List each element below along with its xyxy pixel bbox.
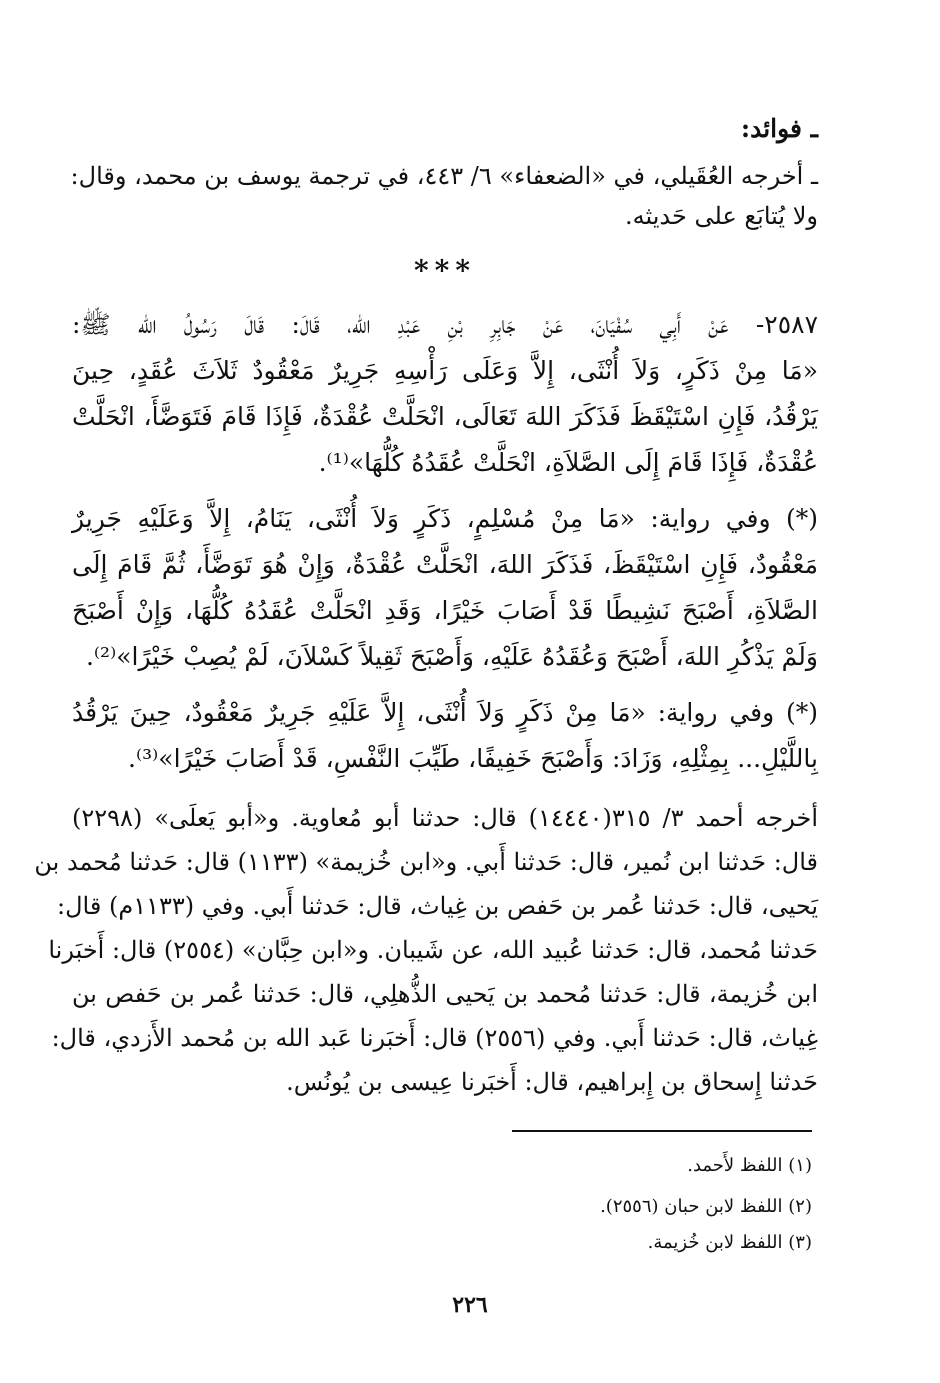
text-line: ـ أخرجه العُقَيلي، في «الضعفاء» ٦/ ٤٤٣، في ترجمة يوسف بن محمد، وقال:	[70, 162, 818, 190]
text-line: وَلَمْ يَذْكُرِ اللهَ، أَصْبَحَ وَعُقَدُهُ عَلَيْهِ، وَأَصْبَحَ ثَقِيلاً كَسْلاَنَ، لَمْ يُصِبْ خَيْرًا»⁽²⁾.	[85, 642, 818, 671]
section-heading	[72, 112, 818, 146]
text-line: أخرجه أحمد ٣/ ٣١٥(١٤٤٤٠) قال: حدثنا أبو مُعاوية. و«أبو يَعلَى» (٢٢٩٨)	[72, 804, 818, 832]
text-line: عُقْدَةٌ، فَإِذَا قَامَ إِلَى الصَّلاَةِ، انْحَلَّتْ عُقَدُهُ كُلُّهَا»⁽¹⁾.	[318, 448, 818, 477]
section-separator	[72, 254, 818, 288]
footnote: (١) اللفظ لأَحمد.	[687, 1155, 812, 1176]
riwaya-one	[72, 496, 818, 680]
heading-text: ـ فوائد:	[740, 114, 818, 143]
text-line: يَرْقُدُ، فَإِنِ اسْتَيْقَظَ فَذَكَرَ اللهَ تَعَالَى، انْحَلَّتْ عُقْدَةٌ، فَإِذَا قَامَ فَتَوَضَّأَ، انْحَلَّتْ	[72, 402, 818, 431]
text-line: حَدثنا مُحمد، قال: حَدثنا عُبيد الله، عن شَيبان. و«ابن حِبَّان» (٢٥٥٤) قال: أَخبَرنا	[48, 936, 818, 964]
text-line: (*) وفي رواية: «مَا مِنْ ذَكَرٍ وَلاَ أُنْثَى، إِلاَّ عَلَيْهِ جَرِيرٌ مَعْقُودٌ، حِينَ يَرْقُدُ	[72, 698, 819, 727]
hadith-text	[72, 302, 818, 486]
takhrij-paragraph	[34, 796, 818, 1104]
intro-paragraph	[72, 156, 818, 236]
text-line: مَعْقُودٌ، فَإِنِ اسْتَيْقَظَ، فَذَكَرَ اللهَ، انْحَلَّتْ عُقْدَةٌ، وَإِنْ هُوَ تَوَضَّأَ، ثُمَّ قَامَ إِلَى	[72, 550, 818, 579]
text-line: يَحيى، قال: حَدثنا عُمر بن حَفص بن غِياث، قال: حَدثنا أَبي. وفي (١١٣٣م) قال:	[57, 892, 818, 920]
riwaya-two	[72, 690, 818, 782]
text-line: (*) وفي رواية: «مَا مِنْ مُسْلِمٍ، ذَكَرٍ وَلاَ أُنْثَى، يَنَامُ، إِلاَّ وَعَلَيْهِ جَرِيرٌ	[72, 504, 818, 533]
text-line: الصَّلاَةِ، أَصْبَحَ نَشِيطًا قَدْ أَصَابَ خَيْرًا، وَقَدِ انْحَلَّتْ عُقَدُهُ كُلُّهَا، وَإِنْ أَصْبَحَ	[72, 596, 818, 625]
text-line: ٢٥٨٧- عَنْ أَبِي سُفْيَانَ، عَنْ جَابِرِ بْنِ عَبْدِ الله، قَالَ: قَالَ رَسُولُ الله ﷺ:	[72, 310, 818, 339]
text-line: ولا يُتابَع على حَديثه.	[625, 202, 818, 230]
footnote-divider	[512, 1130, 812, 1132]
footnote: (٢) اللفظ لابن حبان (٢٥٥٦).	[600, 1196, 812, 1217]
text-line: قال: حَدثنا ابن نُمير، قال: حَدثنا أَبي. و«ابن خُزيمة» (١١٣٣) قال: حَدثنا مُحمد بن	[34, 848, 818, 876]
text-line: بِاللَّيْلِ... بِمِثْلِهِ، وَزَادَ: وَأَصْبَحَ خَفِيفًا، طَيِّبَ النَّفْسِ، قَدْ أَصَابَ خَيْرًا»⁽³⁾.	[128, 744, 818, 773]
text-line: غِياث، قال: حَدثنا أَبي. وفي (٢٥٥٦) قال: أَخبَرنا عَبد الله بن مُحمد الأَزدي، قال:	[51, 1024, 818, 1052]
text-line: «مَا مِنْ ذَكَرٍ، وَلاَ أُنْثَى، إِلاَّ وَعَلَى رَأْسِهِ جَرِيرٌ مَعْقُودٌ ثَلاَثَ عُقَدٍ، حِينَ	[72, 356, 818, 385]
page-number: ٢٢٦	[452, 1292, 488, 1318]
text-line: حَدثنا إِسحاق بن إِبراهيم، قال: أَخبَرنا عِيسى بن يُونُس.	[286, 1068, 818, 1096]
footnote: (٣) اللفظ لابن خُزيمة.	[647, 1232, 812, 1253]
text-line: ابن خُزيمة، قال: حَدثنا مُحمد بن يَحيى الذُّهلِي، قال: حَدثنا عُمر بن حَفص بن	[72, 980, 818, 1008]
separator-stars: ***	[414, 254, 476, 287]
